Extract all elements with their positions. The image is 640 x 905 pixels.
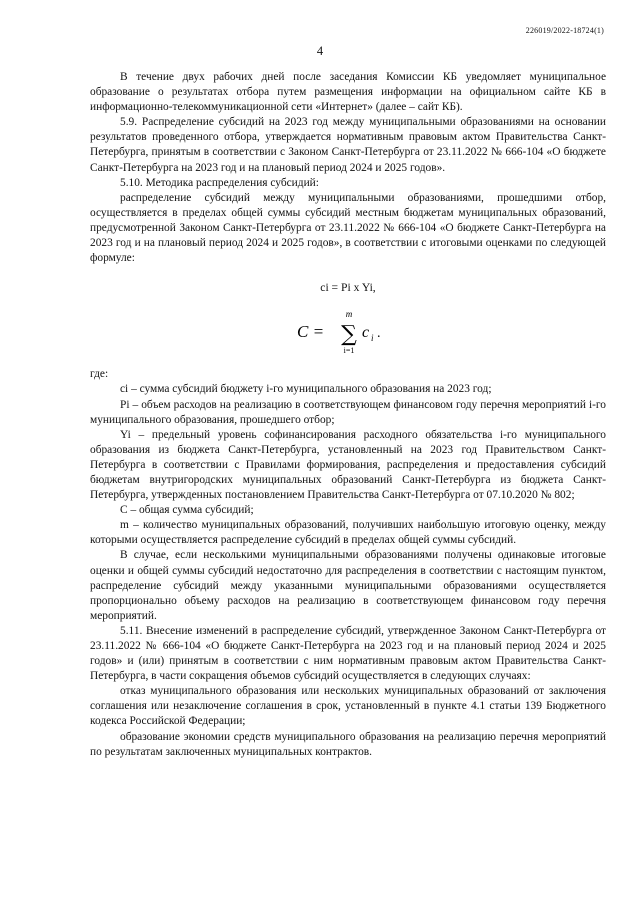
formula-line-1: ci = Pi x Yi, <box>320 281 376 295</box>
formula-trail: . <box>377 326 381 342</box>
sum-formula-graphic <box>293 307 403 357</box>
paragraph: распределение субсидий между муниципальными образованиями, прошедшими отбор, осуществляется в пределах общей суммы субсидий местным бюджетам муниципальных образований, предусмотренной Законом Санкт-Петербурга от 23.11.2022 № 666-104 «О бюджете Санкт-Петербурга на 2023 год и на плановый период 2024 и 2025 годов», в соответствии с итоговыми оценками по следующей формуле: <box>90 191 606 265</box>
sum-upper-limit: m <box>345 309 353 320</box>
document-id: 226019/2022-18724(1) <box>525 26 604 35</box>
paragraph: отказ муниципального образования или нескольких муниципальных образований от заключения соглашения или незаключение соглашения в срок, установленный в пункте 4.1 статьи 139 Бюджетного кодекса Российской Федерации; <box>90 685 606 728</box>
paragraph: 5.9. Распределение субсидий на 2023 год между муниципальными образованиями на основании результатов проведенного отбора, утверждается нормативным правовым актом Правительства Санкт-Петербурга, принятым в соответствии с Законом Санкт-Петербурга от 23.11.2022 № 666-104 «О бюджете Санкт-Петербурга на 2023 год и на плановый период 2024 и 2025 годов». <box>90 116 606 174</box>
where-label: где: <box>90 368 109 381</box>
formula-sum <box>90 307 606 357</box>
formula-term: c <box>362 324 370 342</box>
definition-item: Pi – объем расходов на реализацию в соответствующем финансовом году перечня мероприятий i-го муниципального образования, прошедшего отбор; <box>90 398 606 426</box>
formula-lhs: C = <box>297 322 325 342</box>
paragraph: 5.10. Методика распределения субсидий: <box>120 176 319 189</box>
definition-item: m – количество муниципальных образований, получивших наибольшую итоговую оценку, между которыми осуществляется распределение субсидий в пределах общей суммы субсидий. <box>90 519 606 547</box>
paragraph: образование экономии средств муниципального образования на реализацию перечня мероприятий по результатам заключенных муниципальных контрактов. <box>90 730 606 758</box>
definition-item: Yi – предельный уровень софинансирования расходного обязательства i-го муниципального образования из бюджета Санкт-Петербурга, установленный на 2023 год Правительством Санкт-Петербурга в соответствии с Правилами формирования, распределения и предоставления субсидий бюджетам внутригородских муниципальных образований Санкт-Петербурга из бюджета Санкт-Петербурга, утвержденных постановлением Правительства Санкт-Петербурга от 07.10.2020 № 802; <box>90 428 606 502</box>
paragraph: 5.11. Внесение изменений в распределение субсидий, утвержденное Законом Санкт-Петербурга от 23.11.2022 № 666-104 «О бюджете Санкт-Петербурга на 2023 год и на плановый период 2024 и 2025 годов» и (или) принятым в соответствии с ним нормативным правовым актом Правительства Санкт-Петербурга, в части сокращения объемов субсидий осуществляется в следующих случаях: <box>90 624 606 683</box>
page-number: 4 <box>316 44 324 58</box>
document-body <box>90 70 606 760</box>
definition-item: С – общая сумма субсидий; <box>120 504 254 517</box>
sum-lower-limit: i=1 <box>343 346 355 356</box>
paragraph: В случае, если несколькими муниципальными образованиями получены одинаковые итоговые оценки и общей суммы субсидий недостаточно для распределения в соответствии с настоящим пунктом, распределение субсидий между указанными муниципальными образованиями осуществляется пропорционально объему расходов на реализацию в соответствующем финансовом году перечня мероприятий. <box>90 549 606 622</box>
sigma-icon: ∑ <box>341 322 357 348</box>
paragraph: В течение двух рабочих дней после заседания Комиссии КБ уведомляет муниципальное образование о результатах отбора путем размещения информации на официальном сайте КБ в информационно-телекоммуникационной сети «Интернет» (далее – сайт КБ). <box>90 71 606 114</box>
definition-item: ci – сумма субсидий бюджету i-го муниципального образования на 2023 год; <box>120 383 492 396</box>
formula-term-subscript: i <box>371 333 374 344</box>
